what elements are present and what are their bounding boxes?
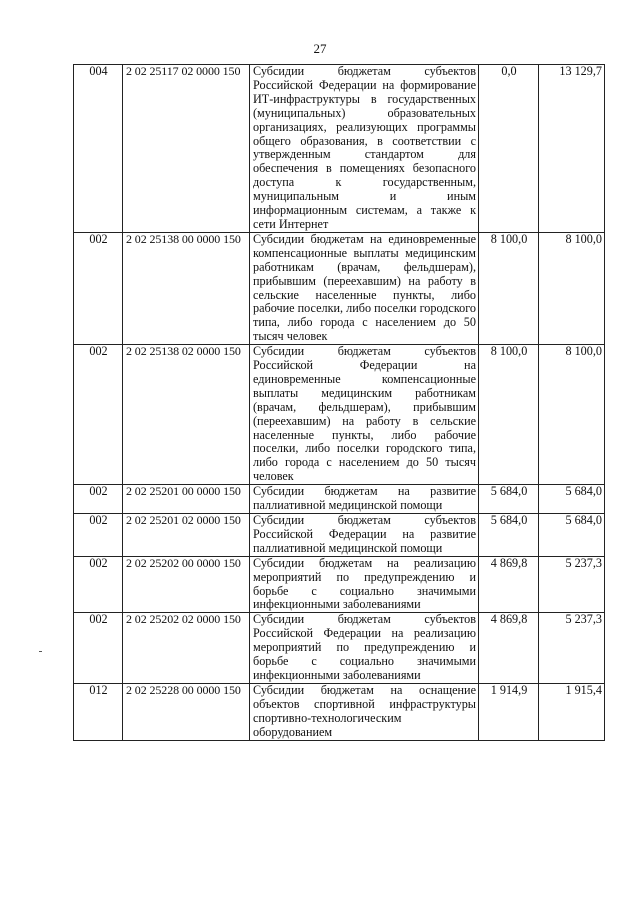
table-row — [74, 683, 605, 740]
classification-code: 2 02 25202 02 0000 150 — [123, 613, 250, 684]
amount-current: 4 869,8 — [479, 556, 539, 613]
revenue-name: Субсидии бюджетам на оснащение объектов спортивной инфраструктуры спортивно-технологическим оборудованием — [250, 683, 479, 740]
revenue-name: Субсидии бюджетам субъектов Российской Федерации на реализацию мероприятий по предупреждению и борьбе с социально значимыми инфекционными заболеваниями — [250, 613, 479, 684]
amount-amended: 13 129,7 — [539, 65, 605, 233]
amount-current: 5 684,0 — [479, 514, 539, 557]
amount-current: 8 100,0 — [479, 232, 539, 344]
page-number: 27 — [313, 41, 327, 56]
classification-code: 2 02 25138 00 0000 150 — [123, 232, 250, 344]
table-row — [74, 556, 605, 613]
amount-amended: 5 684,0 — [539, 485, 605, 514]
classification-code: 2 02 25202 00 0000 150 — [123, 556, 250, 613]
amount-amended: 8 100,0 — [539, 345, 605, 485]
admin-code: 004 — [74, 65, 123, 233]
revenue-name: Субсидии бюджетам субъектов Российской Федерации на единовременные компенсационные выплаты медицинским работникам (врачам, фельдшерам), прибывшим (переехавшим) на работу в сельские населенные пункты, либо рабочие поселки, либо поселки городского типа, либо города с населением до 50 тысяч человек — [250, 345, 479, 485]
table-row — [74, 232, 605, 344]
table-row — [74, 514, 605, 557]
revenue-name: Субсидии бюджетам на реализацию мероприятий по предупреждению и борьбе с социально значимыми инфекционными заболеваниями — [250, 556, 479, 613]
classification-code: 2 02 25228 00 0000 150 — [123, 683, 250, 740]
budget-revenue-table — [73, 64, 605, 741]
amount-amended: 8 100,0 — [539, 232, 605, 344]
amount-current: 1 914,9 — [479, 683, 539, 740]
admin-code: 002 — [74, 485, 123, 514]
amount-amended: 1 915,4 — [539, 683, 605, 740]
amount-current: 5 684,0 — [479, 485, 539, 514]
table-row — [74, 65, 605, 233]
amount-current: 0,0 — [479, 65, 539, 233]
admin-code: 002 — [74, 514, 123, 557]
revenue-name: Субсидии бюджетам субъектов Российской Федерации на развитие паллиативной медицинской помощи — [250, 514, 479, 557]
amount-amended: 5 237,3 — [539, 556, 605, 613]
revenue-name: Субсидии бюджетам субъектов Российской Федерации на формирование ИТ-инфраструктуры в государственных (муниципальных) образовательных организациях, реализующих программы общего образования, в соответствии с утвержденным стандартом для обеспечения в помещениях безопасного доступа к государственным, муниципальным и иным информационным системам, а также к сети Интернет — [250, 65, 479, 233]
amount-current: 4 869,8 — [479, 613, 539, 684]
table-row — [74, 345, 605, 485]
admin-code: 012 — [74, 683, 123, 740]
amount-current: 8 100,0 — [479, 345, 539, 485]
amount-amended: 5 237,3 — [539, 613, 605, 684]
table-row — [74, 485, 605, 514]
classification-code: 2 02 25117 02 0000 150 — [123, 65, 250, 233]
admin-code: 002 — [74, 232, 123, 344]
revenue-name: Субсидии бюджетам на единовременные компенсационные выплаты медицинским работникам (врачам, фельдшерам), прибывшим (переехавшим) на работу в сельские населенные пункты, либо рабочие поселки, либо поселки городского типа, либо города с населением до 50 тысяч человек — [250, 232, 479, 344]
classification-code: 2 02 25138 02 0000 150 — [123, 345, 250, 485]
admin-code: 002 — [74, 556, 123, 613]
classification-code: 2 02 25201 02 0000 150 — [123, 514, 250, 557]
revenue-name: Субсидии бюджетам на развитие паллиативной медицинской помощи — [250, 485, 479, 514]
classification-code: 2 02 25201 00 0000 150 — [123, 485, 250, 514]
admin-code: 002 — [74, 345, 123, 485]
amount-amended: 5 684,0 — [539, 514, 605, 557]
admin-code: 002 — [74, 613, 123, 684]
margin-mark — [39, 651, 42, 652]
table-row — [74, 613, 605, 684]
